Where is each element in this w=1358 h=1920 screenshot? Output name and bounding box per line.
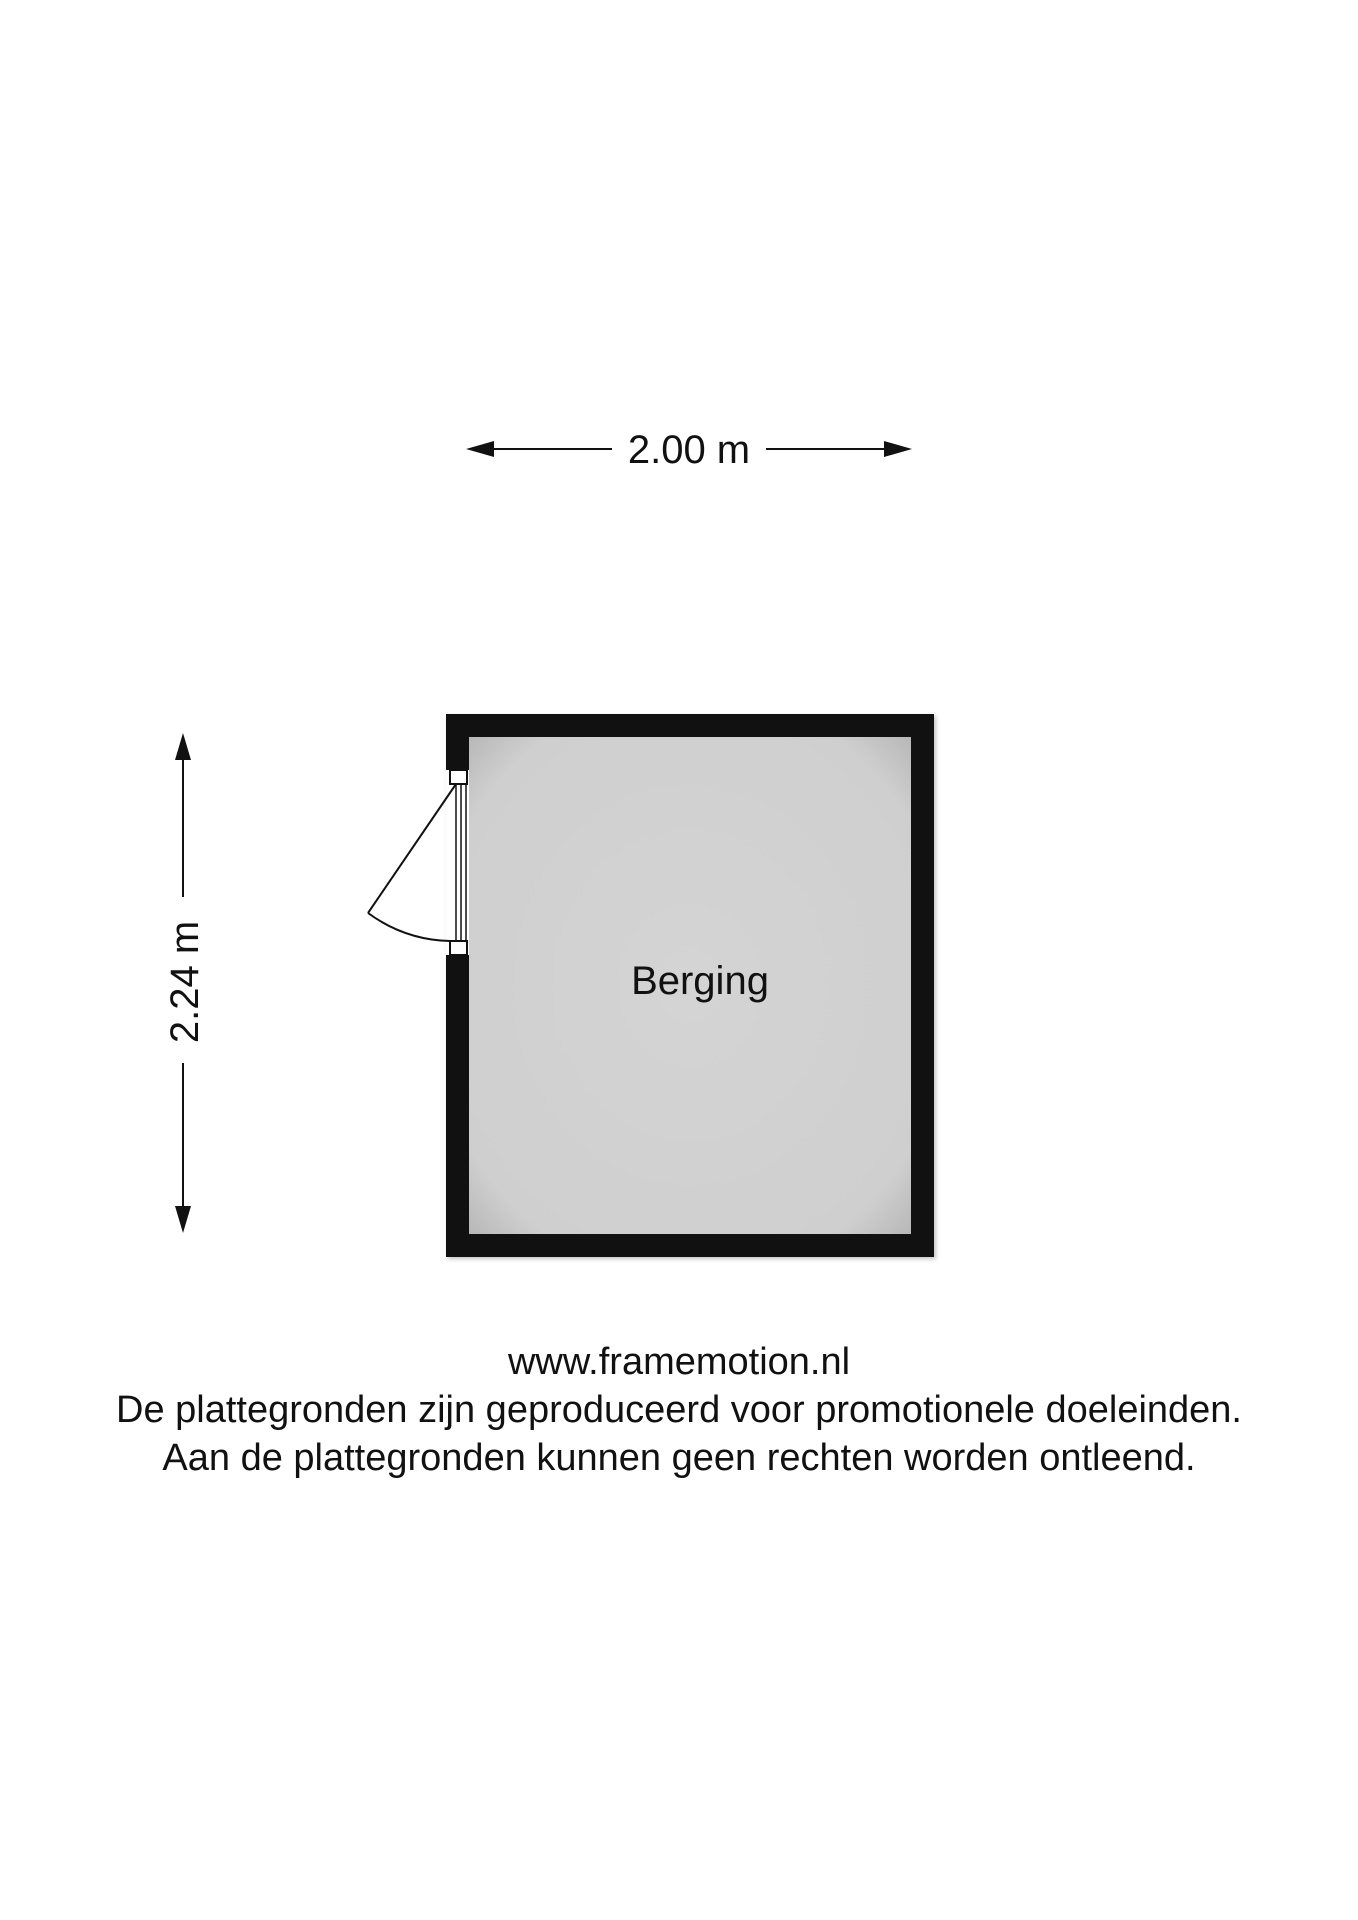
disclaimer-line-1: De plattegronden zijn geproduceerd voor promotionele doeleinden. [116, 1389, 1242, 1431]
door-leaf [368, 784, 456, 913]
width-arrow-right-icon [884, 441, 912, 457]
door-jamb-bottom [450, 941, 467, 955]
width-dimension [466, 428, 912, 472]
footer [0, 1338, 1358, 1482]
width-arrow-left-icon [466, 441, 494, 457]
door-jamb-top [450, 770, 467, 784]
room-label: Berging [631, 959, 769, 1003]
disclaimer-line-2: Aan de plattegronden kunnen geen rechten worden ontleend. [162, 1437, 1196, 1479]
height-dimension-label: 2.24 m [163, 920, 207, 1044]
width-dimension-label: 2.00 m [627, 428, 751, 472]
door-swing-arc [368, 913, 450, 941]
height-arrow-top-icon [175, 733, 191, 760]
height-dimension [163, 733, 207, 1233]
room-berging [368, 714, 936, 1259]
website-link: www.framemotion.nl [507, 1341, 851, 1383]
height-arrow-bottom-icon [175, 1206, 191, 1233]
door [368, 770, 469, 955]
